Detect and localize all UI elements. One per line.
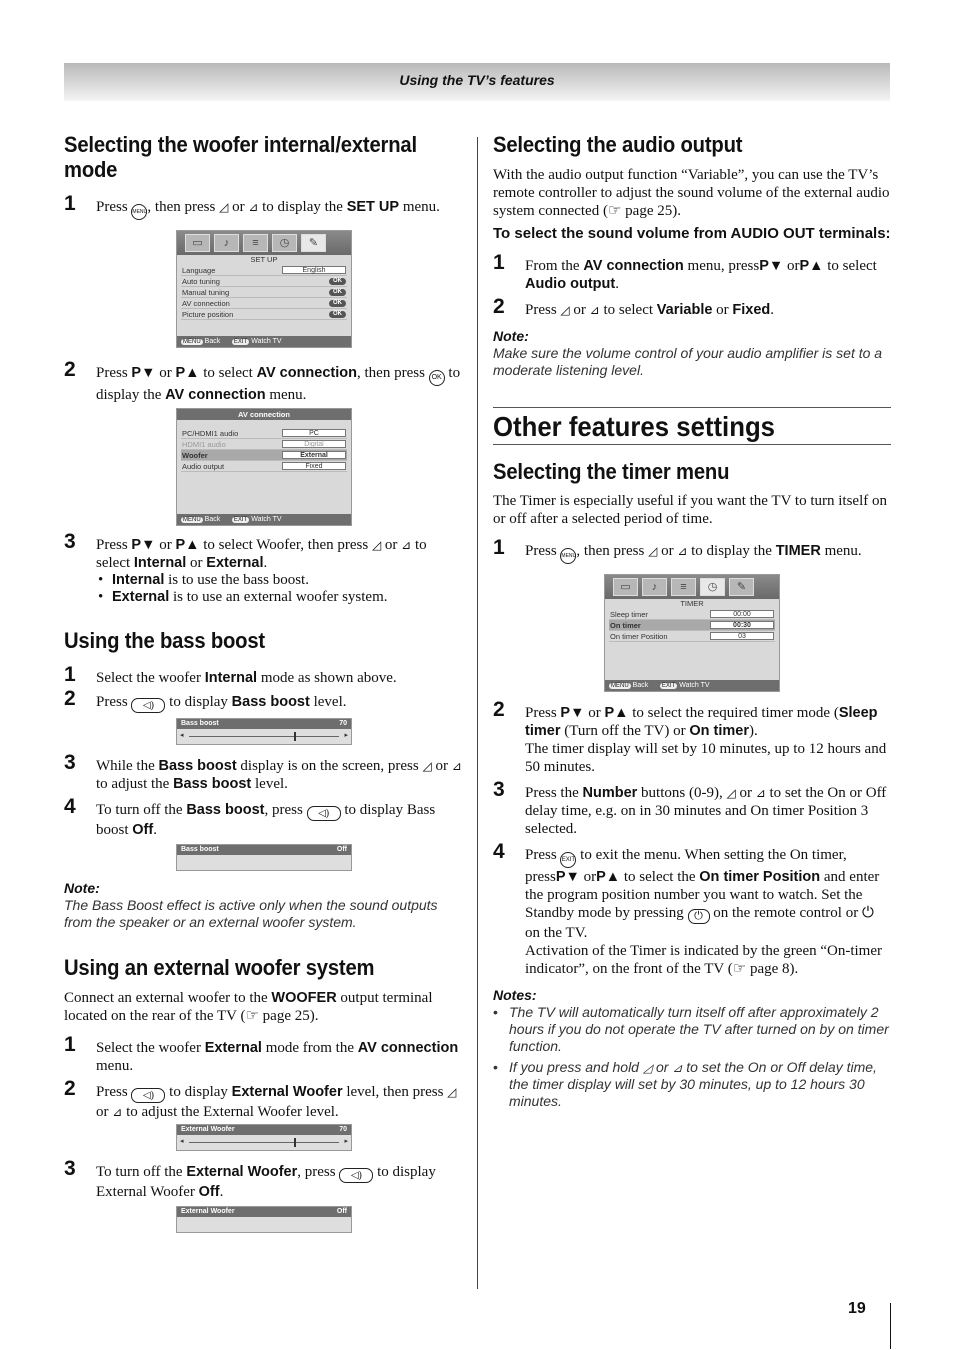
section-rule-bottom — [493, 444, 891, 445]
ok-button-icon: OK — [429, 370, 445, 386]
volume-down-icon: ◿ — [642, 1061, 653, 1075]
menu-button-icon: MENU — [560, 548, 576, 564]
heading-timer-menu: Selecting the timer menu — [493, 459, 730, 484]
sound-button-icon: ◁) — [131, 1088, 165, 1103]
features-tab-icon: ≡ — [243, 234, 268, 252]
setup-menu-screen: ▭ ♪ ≡ ◷ ✎ SET UP Language English Auto tuning OK Manual tuning OK AV connection OK Picture position OK MENU Back EXIT Watch TV — [176, 230, 352, 348]
setup-tab-icon: ✎ — [729, 578, 754, 596]
ext-step-2: 2 Press ◁) to display External Woofer level, then press ◿ or ⊿ to adjust the External Woofer level. — [64, 1077, 457, 1120]
volume-down-icon: ◿ — [371, 538, 382, 552]
sound-button-icon: ◁) — [131, 698, 165, 713]
note-item: • If you press and hold ◿ or ⊿ to set the On or Off delay time, the timer display will set by 30 minutes, up to 12 hours 30 minutes. — [493, 1059, 891, 1110]
heading-other-features: Other features settings — [493, 411, 776, 442]
audio-step-1: 1 From the AV connection menu, pressP▼ orP▲ to select Audio output. — [493, 251, 877, 292]
note-text: Make sure the volume control of your audio amplifier is set to a moderate listening level. — [493, 345, 883, 378]
external-woofer-level-screen: External Woofer 70 ◂ ▸ — [176, 1124, 352, 1151]
notes-heading: Notes: — [493, 987, 537, 1003]
volume-up-icon: ⊿ — [755, 786, 766, 800]
volume-down-icon: ◿ — [422, 759, 432, 773]
reference-icon: ☞ — [732, 961, 747, 977]
timer-menu-screen: ▭ ♪ ≡ ◷ ✎ TIMER Sleep timer 00:00 On timer 00:30 On timer Position 03 MENU Back EXIT Watch TV — [604, 574, 780, 692]
header-title: Using the TV’s features — [399, 72, 555, 88]
heading-external-woofer: Using an external woofer system — [64, 955, 375, 980]
woofer-step-2: 2 Press P▼ or P▲ to select AV connection, then press OK to display the AV connection menu. — [64, 358, 461, 403]
volume-down-icon: ◿ — [219, 200, 229, 214]
section-rule-top — [493, 407, 891, 408]
page-header — [64, 63, 890, 101]
volume-up-icon: ⊿ — [112, 1105, 123, 1119]
exit-button-icon: EXIT — [560, 852, 576, 868]
audio-output-intro: With the audio output function “Variable”, you can use the TV’s remote controller to adjust the sound volume of the external audio system connected (☞ page 25). — [493, 167, 890, 219]
page-number-rule — [890, 1303, 891, 1349]
sound-tab-icon: ♪ — [642, 578, 667, 596]
power-button-icon: ⏻ — [688, 909, 710, 924]
bass-boost-level-screen: Bass boost 70 ◂ ▸ — [176, 718, 352, 745]
av-connection-menu-screen: AV connection PC/HDMI1 audio PC HDMI1 audio Digital Woofer External Audio output Fixed MENU Back EXIT Watch TV — [176, 408, 352, 526]
note-heading: Note: — [493, 328, 529, 344]
woofer-step-3: 3 Press P▼ or P▲ to select Woofer, then press ◿ or ⊿ to select Internal or External. • Internal is to use the bass boost. • External is to use an external woofer system. — [64, 536, 462, 606]
features-tab-icon: ≡ — [671, 578, 696, 596]
column-divider — [477, 137, 478, 1289]
level-knob — [294, 1138, 296, 1147]
picture-tab-icon: ▭ — [613, 578, 638, 596]
heading-woofer-mode: Selecting the woofer internal/external mode — [64, 132, 417, 182]
level-knob — [294, 732, 296, 741]
bass-step-2: 2 Press ◁) to display Bass boost level. — [64, 687, 347, 711]
note-item: • The TV will automatically turn itself off after approximately 2 hours if you do not operate the TV after turned on by on timer function. — [493, 1004, 891, 1055]
bass-boost-off-screen: Bass boost Off — [176, 844, 352, 871]
list-item: • Internal is to use the bass boost. — [96, 572, 462, 589]
page-number: 19 — [848, 1300, 866, 1317]
volume-down-icon: ◿ — [447, 1085, 457, 1099]
volume-up-icon: ⊿ — [451, 759, 462, 773]
volume-up-icon: ⊿ — [401, 538, 412, 552]
timer-tab-icon: ◷ — [700, 578, 725, 596]
menu-button-icon: MENU — [131, 204, 147, 220]
ext-step-1: 1 Select the woofer External mode from the AV connection menu. — [64, 1033, 459, 1074]
timer-intro: The Timer is especially useful if you want the TV to turn itself on or off after a selected period of time. — [493, 493, 887, 527]
reference-icon: ☞ — [245, 1008, 259, 1024]
ext-woofer-intro: Connect an external woofer to the WOOFER output terminal located on the rear of the TV (☞ page 25). — [64, 990, 433, 1024]
power-icon: ⏻ — [861, 905, 874, 921]
external-woofer-off-screen: External Woofer Off — [176, 1206, 352, 1233]
volume-down-icon: ◿ — [648, 544, 658, 558]
volume-up-icon: ⊿ — [677, 544, 688, 558]
note-heading: Note: — [64, 880, 100, 896]
list-item: • External is to use an external woofer system. — [96, 589, 462, 606]
right-column — [493, 128, 891, 1110]
timer-step-4: 4 Press EXIT to exit the menu. When setting the On timer, pressP▼ orP▲ to select the On timer Position and enter the program position number you want to watch. Set the Standby mode by pressing ⏻ on the remote control or ⏻ on the TV. Activation of the Timer is indicated by the green “On-timer indicator”, on the front of the TV (☞ page 8). — [493, 840, 882, 977]
ext-step-3: 3 To turn off the External Woofer, press ◁) to display External Woofer Off. — [64, 1157, 436, 1200]
bass-step-3: 3 While the Bass boost display is on the screen, press ◿ or ⊿ to adjust the Bass boost level. — [64, 751, 462, 792]
volume-down-icon: ◿ — [726, 786, 736, 800]
timer-step-2: 2 Press P▼ or P▲ to select the required timer mode (Sleep timer (Turn off the TV) or On timer). The timer display will set by 10 minutes, up to 12 hours and 50 minutes. — [493, 698, 887, 775]
sound-tab-icon: ♪ — [214, 234, 239, 252]
left-column — [64, 128, 462, 1233]
audio-output-subheading: To select the sound volume from AUDIO OUT terminals: — [493, 225, 891, 242]
volume-up-icon: ⊿ — [589, 303, 600, 317]
bass-step-4: 4 To turn off the Bass boost, press ◁) to display Bass boost Off. — [64, 795, 436, 838]
note-text: The Bass Boost effect is active only when the sound outputs from the speaker or an external woofer system. — [64, 897, 438, 930]
woofer-step-1: 1 Press MENU, then press ◿ or ⊿ to display the SET UP menu. — [64, 198, 462, 220]
timer-tab-icon: ◷ — [272, 234, 297, 252]
audio-step-2: 2 Press ◿ or ⊿ to select Variable or Fixed. — [493, 295, 775, 318]
volume-up-icon: ⊿ — [672, 1061, 683, 1075]
picture-tab-icon: ▭ — [185, 234, 210, 252]
bass-step-1: 1 Select the woofer Internal mode as shown above. — [64, 663, 397, 686]
reference-icon: ☞ — [607, 203, 622, 219]
timer-step-3: 3 Press the Number buttons (0-9), ◿ or ⊿ to set the On or Off delay time, e.g. on in 30 minutes and On timer Position 3 selected. — [493, 778, 887, 837]
timer-step-1: 1 Press MENU, then press ◿ or ⊿ to display the TIMER menu. — [493, 542, 891, 564]
sound-button-icon: ◁) — [339, 1168, 373, 1183]
heading-audio-output: Selecting the audio output — [493, 132, 743, 157]
setup-tab-icon: ✎ — [301, 234, 326, 252]
volume-down-icon: ◿ — [560, 303, 570, 317]
heading-bass-boost: Using the bass boost — [64, 628, 266, 653]
volume-up-icon: ⊿ — [248, 200, 259, 214]
sound-button-icon: ◁) — [307, 806, 341, 821]
